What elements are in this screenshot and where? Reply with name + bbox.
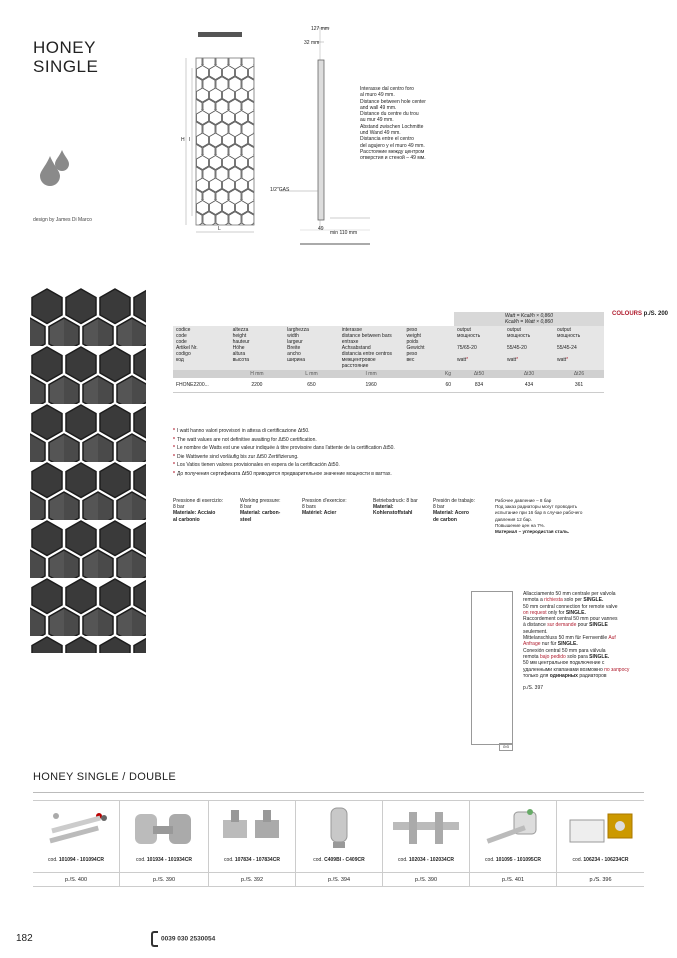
colours-reference: COLOURS p./S. 200 <box>612 311 669 317</box>
water-drops-icon <box>38 150 78 186</box>
dim-min-floor: min 110 mm <box>330 230 358 236</box>
valve-kit-image <box>129 806 199 850</box>
gas-connection-label: 1/2"GAS <box>270 187 290 193</box>
valve-kit-image <box>41 808 111 848</box>
pressure-en: Working pressure: 8 bar Material: carbon- steel <box>240 498 281 523</box>
accessory-item: cod. C409BI - C409CR p./S. 394 <box>296 800 383 886</box>
dim-i-label: I <box>189 137 191 143</box>
valve-kit-image <box>478 806 548 850</box>
title-line-2: SINGLE <box>33 57 99 76</box>
col-code-header: codice code code Artikel Nr. codigo код <box>173 326 230 370</box>
col-axis-header: interasse distance between bars entraxe Achsabstand distancia entre centros межцентровое расстояние <box>339 326 404 370</box>
section-title: HONEY SINGLE / DOUBLE <box>33 771 177 783</box>
dim-floor-small: 49 <box>318 226 324 232</box>
pressure-fr: Pression d'exercice: 8 bars Matériel: Acier <box>302 498 347 517</box>
accessories-strip <box>33 800 644 886</box>
col-width-header: larghezza width largeur Breite ancho ширина <box>284 326 339 370</box>
pressure-it: Pressione di esercizio: 8 bar Materiale: Acciaio al carbonio <box>173 498 224 523</box>
valve-connection-diagram <box>471 591 513 745</box>
designer-credit: design by James Di Marco <box>33 217 92 223</box>
valve-kit-image <box>389 806 463 850</box>
dim-h-label: H <box>181 137 185 143</box>
accessory-item: cod. 102034 - 102034CR p./S. 390 <box>383 800 470 886</box>
dim-depth-127: 127 mm <box>311 26 330 32</box>
table-row: FHONE2200... 2200 650 1960 60 834 434 361 <box>173 378 604 393</box>
col-output-3-header: output мощность 55/45-24 watt* <box>554 326 604 370</box>
pressure-es: Presión de trabajo: 8 bar Material: Acero de carbon <box>433 498 475 523</box>
phone-icon <box>151 931 158 947</box>
accessory-item: cod. 106234 - 106234CR p./S. 396 <box>557 800 644 886</box>
valve-kit-image <box>217 806 287 850</box>
dim-depth-32: 32 mm <box>304 40 320 46</box>
footnotes: * I watt hanno valori provvisori in attesa di certificazione Δt50. * The watt values are not definitive awaiting for Δt50 certification. * Le nombre de Watts est une valeur indiquée à titre provisoire dans l'attente de la certification Δt50. * Die Wattwerte sind vorläufig bis zur Δt50 Zertifizierung. * Los Vatios tienen valores provisionales en espera de la certificación Δt50. * До получения сертификата Δt50 приводится предварительное значение мощности в ваттах. <box>173 428 395 477</box>
section-divider <box>33 792 644 793</box>
pressure-ru: Рабочее давление – 8 бар Под заказ радиаторы могут проводить испытание при 16 бар в случае рабочего давления 12 бар. Повышение цен на 7%. Материал – углеродистая сталь. <box>495 498 583 535</box>
thermostatic-head-image <box>319 804 359 852</box>
accessory-item: cod. 101095 - 101095CR p./S. 401 <box>470 800 557 886</box>
product-title <box>33 38 98 76</box>
valve-connection-icon: ⊙⊙ <box>499 743 513 751</box>
valve-connection-notes: Allacciamento 50 mm centrale per valvola remota a richiesta solo per SINGLE. 50 mm central connection for remote valve on request only for SINGLE. Raccordement central 50 mm pour vannes à distance sur demande pour SINGLE seulement. Mittelanschluss 50 mm für Fernventile Auf Anfrage nur für SINGLE. Conexión central 50 mm para válvula remota bajo pedido solo para SINGLE. 50 мм центральное подключение с удаленными клапанами возможно по запросу только для одинарных радиаторов p./S. 397 <box>523 591 630 692</box>
phone-number: 0039 030 2530054 <box>151 931 215 947</box>
accessory-item: cod. 101934 - 101934CR p./S. 390 <box>120 800 209 886</box>
axis-distance-notes: Interasse dal centro foro al muro 49 mm. Distance between hole center and wall 49 mm. Distance du centre du trou au mur 49 mm. Abstand zwischen Lochmitte und Wand 49 mm. Distancia entre el centro del agujero y el muro 49 mm. Расстояние между центром отверстия и стеной – 49 мм. <box>360 86 426 162</box>
product-photo <box>30 288 146 653</box>
col-height-header: altezza height hauteur Höhe altura высота <box>230 326 285 370</box>
title-line-1: HONEY <box>33 38 96 57</box>
accessory-item: cod. 101094 - 101094CR p./S. 400 <box>33 800 120 886</box>
valve-kit-image <box>564 806 638 850</box>
col-weight-header: peso weight poids Gewicht peso вес <box>403 326 454 370</box>
accessory-item: cod. 107834 - 107834CR p./S. 392 <box>209 800 296 886</box>
technical-drawing <box>170 20 370 250</box>
dim-l-label: L <box>218 226 221 232</box>
pressure-de: Betriebsdruck: 8 bar Material: Kohlenstoffstahl <box>373 498 418 517</box>
col-output-2-header: output мощность 55/45-20 watt* <box>504 326 554 370</box>
spec-table: Watt = Kcal/h × 0,860 Kcal/h = Watt × 0,860 codice code code Artikel Nr. codigo код altezza height hauteur Höhe altura высота larghezza width largeur Breite ancho ширина interasse distance between bars entraxe Achsabstand distancia entre centros межцентровое расстояние peso weight poids Gewicht peso вес output мощность 75/65-20 watt* output мощность 55/45-20 watt* output мощность 55/45-24 watt* H mm L mm I mm Kg Δt50 Δt30 Δt26 FHONE2200... 2200 650 1960 60 834 434 361 <box>173 312 604 393</box>
page-number: 182 <box>16 933 33 944</box>
col-output-1-header: output мощность 75/65-20 watt* <box>454 326 504 370</box>
